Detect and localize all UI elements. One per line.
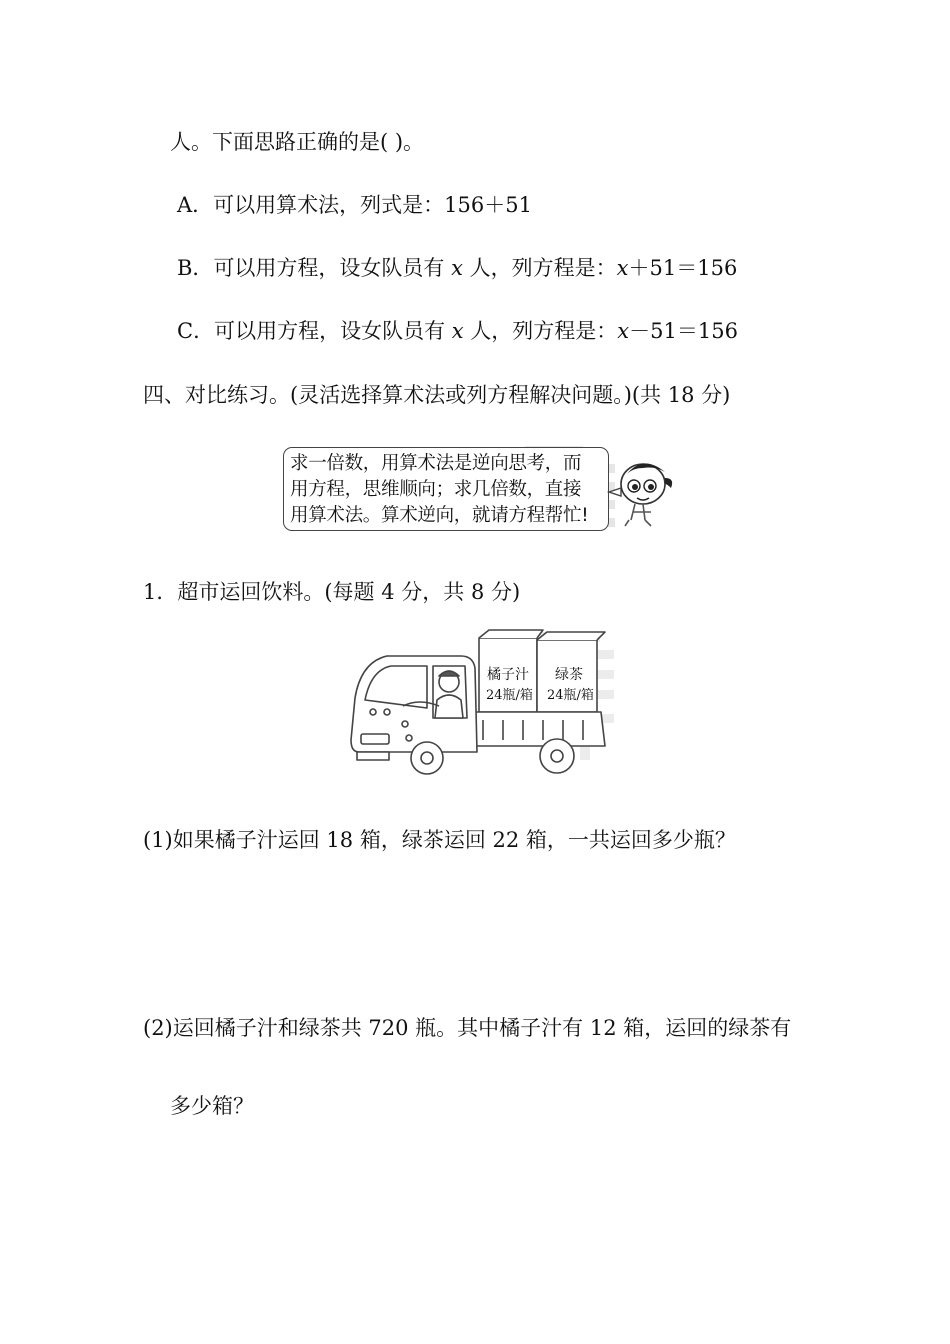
question-1-2-line-1: (2)运回橘子汁和绿茶共 720 瓶。其中橘子汁有 12 箱，运回的绿茶有 [143,1016,792,1040]
option-b-var2: x [616,256,629,280]
question-stem-end: 人。下面思路正确的是( )。 [170,130,425,154]
tip-box [283,447,609,531]
box-spec-tea: 24瓶/箱 [547,688,594,703]
option-c-var: x [451,319,464,343]
problem-1-title: 1．超市运回饮料。(每题 4 分，共 8 分) [143,580,521,604]
option-b-post: ＋51＝156 [628,256,738,280]
mascot-icon [607,454,679,530]
box-label-tea: 绿茶 [555,667,583,683]
tip-line-2: 用方程，思维顺向；求几倍数，直接 [290,479,582,500]
option-b-pre: 可以用方程，设女队员有 [213,256,445,280]
question-1-2-line-2: 多少箱？ [170,1094,254,1118]
box-spec-juice: 24瓶/箱 [486,688,533,703]
question-1-1: (1)如果橘子汁运回 18 箱，绿茶运回 22 箱，一共运回多少瓶？ [143,828,736,852]
option-c-post: －51＝156 [629,319,738,343]
option-b-mid: 人，列方程是： [469,256,617,280]
delivery-truck-illustration [343,628,623,788]
section-4-heading: 四、对比练习。(灵活选择算术法或列方程解决问题。)(共 18 分) [143,383,731,407]
option-b-var: x [451,256,463,280]
option-c-label: C． [177,319,215,343]
option-a-label: A． [177,193,214,217]
option-c-pre: 可以用方程，设女队员有 [214,319,446,343]
option-c-var2: x [617,319,630,343]
option-c [177,317,738,345]
option-b [177,254,737,282]
option-a [177,191,532,219]
tip-line-3: 用算术法。算术逆向，就请方程帮忙! [290,505,589,526]
option-c-mid: 人，列方程是： [470,319,618,343]
tip-line-1: 求一倍数，用算术法是逆向思考，而 [290,453,582,474]
box-label-juice: 橘子汁 [487,667,529,683]
option-b-label: B． [177,256,214,280]
option-a-text: 可以用算术法，列式是：156＋51 [213,193,532,217]
